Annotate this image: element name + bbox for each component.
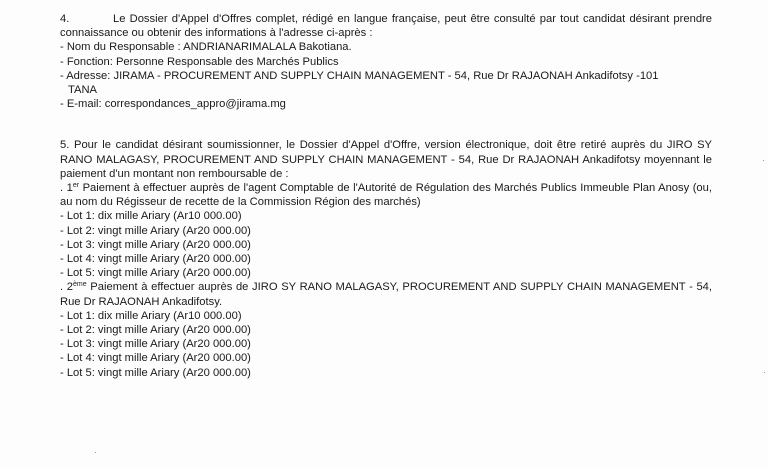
scan-speck bbox=[763, 160, 764, 161]
payment-2-ordinal: ème bbox=[73, 281, 87, 289]
payment-2-paragraph bbox=[60, 280, 712, 308]
payment-2-lot-1: - Lot 1: dix mille Ariary (Ar10 000.00) bbox=[60, 309, 242, 322]
address-city-item: TANA bbox=[68, 84, 98, 97]
scan-speck bbox=[764, 372, 765, 373]
scan-speck bbox=[95, 452, 96, 453]
payment-1-prefix: . 1 bbox=[60, 182, 73, 195]
document-body bbox=[60, 12, 712, 380]
payment-1-lot-5: - Lot 5: vingt mille Ariary (Ar20 000.00) bbox=[60, 267, 251, 280]
section-spacer bbox=[60, 111, 712, 138]
payment-1-text: Paiement à effectuer auprès de l'agent Comptable de l'Autorité de Régulation des Marchés Publics Immeuble Plan Anosy (ou, au nom du Régisseur de recette de la Commission Région des marchés) bbox=[60, 182, 712, 209]
payment-2-lot-2: - Lot 2: vingt mille Ariary (Ar20 000.00) bbox=[60, 324, 251, 337]
payment-1-lot-2: - Lot 2: vingt mille Ariary (Ar20 000.00) bbox=[60, 224, 251, 237]
email-item: - E-mail: correspondances_appro@jirama.mg bbox=[60, 98, 286, 111]
payment-1-paragraph bbox=[60, 181, 712, 209]
payment-1-lot-1: - Lot 1: dix mille Ariary (Ar10 000.00) bbox=[60, 210, 242, 223]
section-5-intro: 5. Pour le candidat désirant soumissionner, le Dossier d'Appel d'Offre, version électronique, doit être retiré auprès du JIRO SY RANO MALAGASY, PROCUREMENT AND SUPPLY CHAIN MANAGEMENT - 54, Rue Dr RAJAONAH Ankadifotsy moyennant le paiement d'un montant non remboursable de : bbox=[60, 139, 712, 180]
address-item: - Adresse: JIRAMA - PROCUREMENT AND SUPPLY CHAIN MANAGEMENT - 54, Rue Dr RAJAONAH Ankadifotsy -101 bbox=[60, 69, 659, 82]
section-4-intro bbox=[60, 12, 712, 40]
payment-2-prefix: . 2 bbox=[60, 281, 73, 294]
payment-1-ordinal: er bbox=[72, 182, 80, 190]
payment-2-lot-5: - Lot 5: vingt mille Ariary (Ar20 000.00) bbox=[60, 366, 251, 379]
payment-2-lot-4: - Lot 4: vingt mille Ariary (Ar20 000.00) bbox=[60, 352, 251, 365]
section-4-number: 4. bbox=[60, 13, 70, 25]
payment-2-text: Paiement à effectuer auprès de JIRO SY RANO MALAGASY, PROCUREMENT AND SUPPLY CHAIN MANAGEMENT - 54, Rue Dr RAJAONAH Ankadifotsy. bbox=[60, 281, 713, 308]
section-4-intro-text: Le Dossier d'Appel d'Offres complet, rédigé en langue française, peut être consulté par tout candidat désirant prendre connaissance ou obtenir des informations à l'adresse ci-après : bbox=[60, 13, 712, 40]
responsible-function-item: - Fonction: Personne Responsable des Marchés Publics bbox=[60, 55, 339, 68]
payment-2-lot-3: - Lot 3: vingt mille Ariary (Ar20 000.00) bbox=[60, 338, 251, 351]
responsible-name-item: - Nom du Responsable : ANDRIANARIMALALA Bakotiana. bbox=[60, 41, 352, 54]
payment-1-lot-3: - Lot 3: vingt mille Ariary (Ar20 000.00) bbox=[60, 238, 251, 251]
payment-1-lot-4: - Lot 4: vingt mille Ariary (Ar20 000.00) bbox=[60, 253, 251, 266]
